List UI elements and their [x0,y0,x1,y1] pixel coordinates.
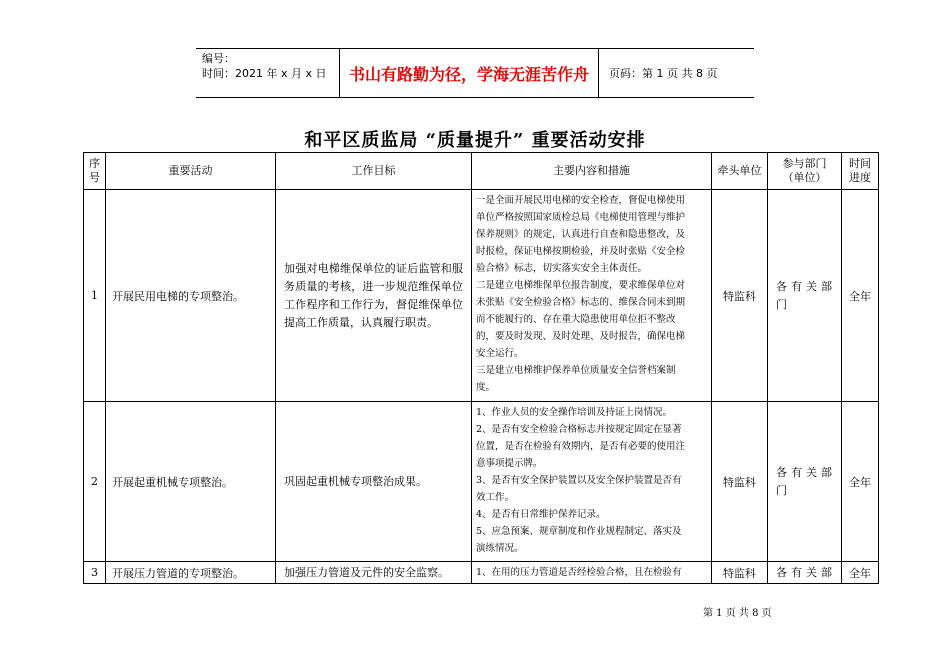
measure-line: 2、是否有安全检验合格标志并按规定固定在显著 [476,424,682,435]
row-lead: 特监科 [712,402,768,562]
row-schedule: 全年 [842,190,879,402]
time-label: 时间：2021 年 x 月 x 日 [202,67,327,80]
measure-line: 验合格》标志，切实落实安全主体责任。 [476,263,648,274]
row-participants: 各有关部门 [768,190,842,402]
row-measures [472,190,712,402]
row-goal: 巩固起重机械专项整治成果。 [276,402,472,562]
row-schedule: 全年 [842,402,879,562]
motto: 书山有路勤为径，学海无涯苦作舟 [340,49,599,97]
measure-line: 的，要及时发现、及时处理、及时报告，确保电梯 [476,331,686,342]
table-row [84,402,879,562]
number-label: 编号： [202,52,235,65]
table-header-row [84,153,879,190]
measure-line: 1、作业人员的安全操作培训及持证上岗情况。 [476,407,673,418]
page-footer: 第 1 页 共 8 页 [703,608,772,619]
table-row [84,190,879,402]
document-title: 和平区质监局 “质量提升” 重要活动安排 [304,130,646,151]
header-meta [196,49,340,97]
measure-line: 时报检，保证电梯按期检验，并及时张贴《安全检 [476,246,686,257]
row-idx: 1 [84,190,106,402]
measure-line: 演练情况。 [476,543,524,554]
measure-line: 未张贴《安全检验合格》标志的、维保合同未到期 [476,297,686,308]
measure-line: 单位严格按照国家质检总局《电梯使用管理与维护 [476,212,686,223]
measure-line: 位置，是否在检验有效期内，是否有必要的使用注 [476,441,686,452]
row-activity: 开展起重机械专项整治。 [106,402,276,562]
row-goal: 加强压力管道及元件的安全监察。 [276,562,472,584]
measure-line: 效工作。 [476,492,515,503]
row-participants: 各有关部 [768,562,842,584]
measure-line: 二是建立电梯维保单位报告制度，要求维保单位对 [476,280,686,291]
measure-line: 5、应急预案、规章制度和作业规程制定、落实及 [476,526,682,537]
row-lead: 特监科 [712,562,768,584]
row-participants: 各有关部门 [768,402,842,562]
table-row [84,562,879,584]
header-lead: 牵头单位 [712,153,768,190]
row-activity: 开展民用电梯的专项整治。 [106,190,276,402]
document-header [196,48,754,98]
measure-line: 保养规则》的规定，认真进行自查和隐患整改，及 [476,229,686,240]
header-idx: 序号 [84,153,106,190]
measure-line: 安全运行。 [476,348,524,359]
measure-line: 意事项提示牌。 [476,458,543,469]
row-measures [472,402,712,562]
measure-line: 一是全面开展民用电梯的安全检查，督促电梯使用 [476,195,686,206]
measure-line: 4、是否有日常维护保养记录。 [476,509,606,520]
row-idx: 2 [84,402,106,562]
measure-line: 而不能履行的、存在重大隐患使用单位拒不整改 [476,314,676,325]
header-goal: 工作目标 [276,153,472,190]
row-goal: 加强对电梯维保单位的证后监管和服务质量的考核，进一步规范维保单位工作程序和工作行为，督促维保单位提高工作质量，认真履行职责。 [276,190,472,402]
header-participants: 参与部门（单位） [768,153,842,190]
measure-line: 1、在用的压力管道是否经检验合格，且在检验有 [476,567,682,578]
row-measures [472,562,712,584]
measure-line: 度。 [476,382,496,393]
row-idx: 3 [84,562,106,584]
row-activity: 开展压力管道的专项整治。 [106,562,276,584]
measure-line: 3、是否有安全保护装置以及安全保护装置是否有 [476,475,682,486]
header-measures: 主要内容和措施 [472,153,712,190]
header-schedule: 时间进度 [842,153,879,190]
header-activity: 重要活动 [106,153,276,190]
row-schedule: 全年 [842,562,879,584]
activity-table [83,152,879,584]
page-info: 页码：第 1 页 共 8 页 [609,67,718,80]
measure-line: 三是建立电梯维护保养单位质量安全信誉档案制 [476,365,676,376]
row-lead: 特监科 [712,190,768,402]
